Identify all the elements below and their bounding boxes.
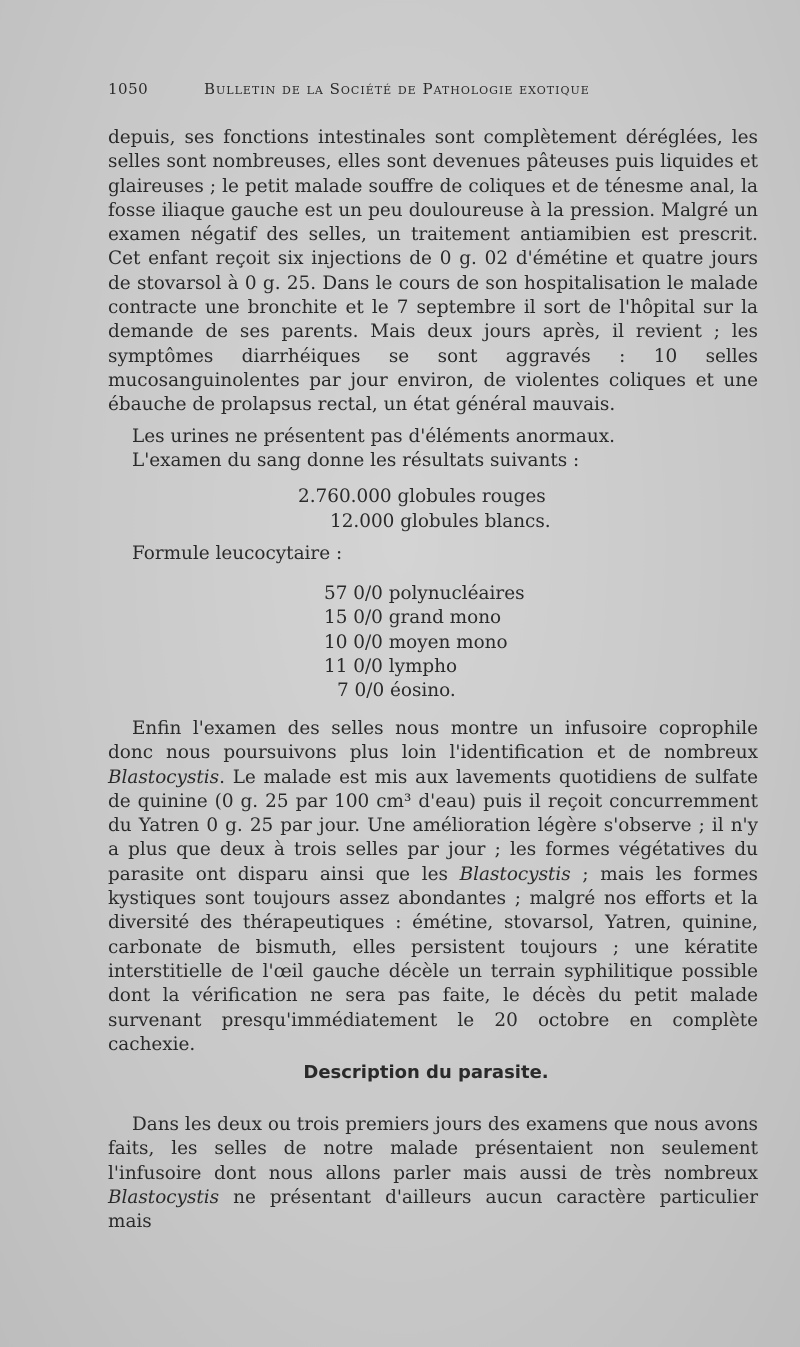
count-item: 7 0/0 éosino. xyxy=(337,680,456,702)
count-item: 11 0/0 lympho xyxy=(324,655,458,677)
leukocyte-formula-label: Formule leucocytaire : xyxy=(132,543,343,564)
text-run: Enfin l'examen des selles nous montre un infusoire coprophile donc nous poursuivons plus loin l'identification et de nombreux xyxy=(108,718,758,764)
paragraph-2 xyxy=(108,425,758,474)
leukocyte-counts xyxy=(324,582,525,703)
running-title: Bulletin de la Société de Pathologie exotique xyxy=(204,80,590,98)
count-item: 57 0/0 polynucléaires xyxy=(324,583,525,604)
blood-exam-intro: L'examen du sang donne les résultats suivants : xyxy=(132,450,580,472)
text-run: Dans les deux ou trois premiers jours des examens que nous avons faits, les selles de notre malade présentaient non seulement l'infusoire dont nous allons parler mais aussi de très nombreux xyxy=(108,1114,758,1184)
species-name: Blastocystis xyxy=(459,863,571,885)
paragraph-4 xyxy=(108,1113,758,1234)
count-item: 15 0/0 grand mono xyxy=(324,607,502,629)
page-number: 1050 xyxy=(108,80,149,98)
red-cell-count: 2.760.000 globules rouges xyxy=(298,486,546,507)
species-name: Blastocystis xyxy=(108,1186,220,1208)
text-run: ; mais les formes kystiques sont toujours assez abondantes ; malgré nos efforts et la diversité des thérapeutiques : émétine, stovarsol, Yatren, quinine, carbonate de bismuth, elles persistent toujours ; une kératite interstitielle de l'œil gauche décèle un terrain syphilitique possible dont la vérification ne sera pas faite, le décès du petit malade survenant presqu'immédiatement le 20 octobre en complète cachexie. xyxy=(108,863,758,1055)
paragraph-3 xyxy=(108,717,758,1057)
text-run: . Le malade est mis aux lavements quotidiens de sulfate de quinine (0 g. 25 par 100 cm³ d'eau) puis il reçoit concurremment du Yatren 0 g. 25 par jour. Une amélioration légère s'observe ; il n'y a plus que deux à trois selles par jour ; les formes végétatives du parasite ont disparu ainsi que les xyxy=(108,766,758,885)
paragraph-1 xyxy=(108,126,758,418)
section-heading xyxy=(0,1062,800,1083)
paragraph-4-text xyxy=(108,1113,758,1234)
white-cell-count: 12.000 globules blancs. xyxy=(330,511,551,532)
paragraph-3-text xyxy=(108,717,758,1057)
urine-statement: Les urines ne présentent pas d'éléments anormaux. xyxy=(132,426,615,447)
paragraph-1-text: depuis, ses fonctions intestinales sont complètement déréglées, les selles sont nombreuses, elles sont devenues pâteuses puis liquides et glaireuses ; le petit malade souffre de coliques et de ténesme anal, la fosse iliaque gauche est un peu douloureuse à la pression. Malgré un examen négatif des selles, un traitement antiamibien est prescrit. Cet enfant reçoit six injections de 0 g. 02 d'émétine et quatre jours de stovarsol à 0 g. 25. Dans le cours de son hospitalisation le malade contracte une bronchite et le 7 septembre il sort de l'hôpital sur la demande de ses parents. Mais deux jours après, il revient ; les symptômes diarrhéiques se sont aggravés : 10 selles mucosanguinolentes par jour environ, de violentes coliques et une ébauche de prolapsus rectal, un état général mauvais. xyxy=(108,127,758,416)
section-title: Description du parasite. xyxy=(303,1062,549,1083)
text-run: ne présentant d'ailleurs aucun caractère particulier mais xyxy=(108,1186,758,1233)
species-name: Blastocystis xyxy=(108,766,220,788)
count-item: 10 0/0 moyen mono xyxy=(324,631,508,653)
